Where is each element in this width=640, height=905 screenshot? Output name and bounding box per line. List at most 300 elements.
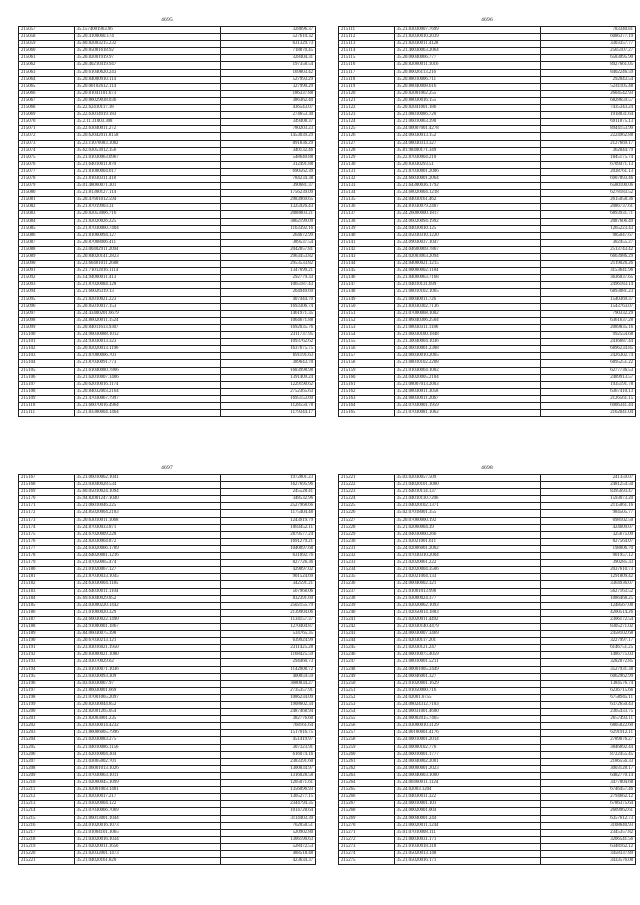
amount-cell: 984505.77 bbox=[540, 510, 635, 517]
amount-cell: 6583095.90 bbox=[540, 55, 635, 62]
row-id-cell: 215237 bbox=[339, 588, 395, 595]
code-cell: 35.24.00020001.004 bbox=[394, 808, 540, 815]
row-id-cell: 215158 bbox=[339, 360, 395, 367]
amount-cell: 2311737.95 bbox=[220, 332, 315, 339]
code-cell: 35.24.63020066.1789 bbox=[74, 545, 220, 552]
amount-cell: 2609962.61 bbox=[540, 808, 635, 815]
code-cell: 35.20.00102612.114 bbox=[74, 83, 220, 90]
code-cell: 35.21.87030033.1045 bbox=[74, 574, 220, 581]
code-cell: 35.21.06010062.1041 bbox=[74, 475, 220, 482]
amount-cell: 1908602.34 bbox=[220, 702, 315, 709]
code-cell: 35.20.00040066.777 bbox=[394, 55, 540, 62]
amount-cell: 3846892.44 bbox=[540, 744, 635, 751]
table-row bbox=[19, 496, 316, 503]
amount-cell: 790332.29 bbox=[540, 310, 635, 317]
row-id-cell: 215219 bbox=[19, 843, 75, 850]
code-cell: 35.21.81060094.127 bbox=[74, 232, 220, 239]
amount-cell: 241359.07 bbox=[540, 475, 635, 482]
row-id-cell: 215145 bbox=[339, 268, 395, 275]
code-cell: 35.21.81000004.017 bbox=[74, 168, 220, 175]
table-row bbox=[19, 531, 316, 538]
table-row bbox=[339, 730, 636, 737]
code-cell: 35.21.06013001.1044 bbox=[74, 815, 220, 822]
row-id-cell: 215094 bbox=[19, 289, 75, 296]
table-row bbox=[19, 239, 316, 246]
code-cell: 35.20.88040008.616 bbox=[394, 83, 540, 90]
table-row bbox=[339, 303, 636, 310]
row-id-cell: 215187 bbox=[19, 616, 75, 623]
amount-cell: 340132.46 bbox=[220, 147, 315, 154]
table-row bbox=[339, 175, 636, 182]
row-id-cell: 215130 bbox=[339, 161, 395, 168]
table-row bbox=[339, 737, 636, 744]
row-id-cell: 215077 bbox=[19, 168, 75, 175]
row-id-cell: 215209 bbox=[19, 772, 75, 779]
amount-cell: 2481254.50 bbox=[540, 482, 635, 489]
row-id-cell: 215154 bbox=[339, 332, 395, 339]
amount-cell: 6580100.06 bbox=[540, 183, 635, 190]
row-id-cell: 215195 bbox=[19, 673, 75, 680]
table-row bbox=[19, 489, 316, 496]
amount-cell: 6893081.23 bbox=[540, 289, 635, 296]
code-cell: 35.24.66030001.2064 bbox=[394, 175, 540, 182]
amount-cell: 2119026.26 bbox=[540, 261, 635, 268]
code-cell: 35.21.03000010.3129 bbox=[394, 723, 540, 730]
amount-cell: 3003128.17 bbox=[540, 765, 635, 772]
table-row bbox=[19, 588, 316, 595]
row-id-cell: 215210 bbox=[19, 780, 75, 787]
amount-cell: 6146751.25 bbox=[540, 645, 635, 652]
code-cell: 35.60.05010024.1094 bbox=[74, 489, 220, 496]
table-row bbox=[19, 168, 316, 175]
code-cell: 35.24.68020004.1218 bbox=[394, 190, 540, 197]
amount-cell: 327990.29 bbox=[220, 83, 315, 90]
code-cell: 35.21.00020011.1244 bbox=[394, 822, 540, 829]
table-row bbox=[339, 836, 636, 843]
table-row bbox=[339, 595, 636, 602]
code-cell: 35.81.98400171.349 bbox=[394, 147, 540, 154]
amount-cell: 691191.63 bbox=[220, 353, 315, 360]
row-id-cell: 215260 bbox=[339, 751, 395, 758]
amount-cell: 2735357.91 bbox=[220, 687, 315, 694]
code-cell: 35.20.88010006.711 bbox=[394, 76, 540, 83]
row-id-cell: 215267 bbox=[339, 801, 395, 808]
amount-cell: 294460.73 bbox=[220, 659, 315, 666]
row-id-cell: 215106 bbox=[19, 374, 75, 381]
code-cell: 35.24.05030310.1220 bbox=[394, 232, 540, 239]
table-row bbox=[19, 858, 316, 865]
table-row bbox=[19, 758, 316, 765]
table-row bbox=[19, 34, 316, 41]
code-cell: 35.24.04030161.462 bbox=[394, 197, 540, 204]
row-id-cell: 215141 bbox=[339, 239, 395, 246]
amount-cell: 1693306.74 bbox=[220, 303, 315, 310]
code-cell: 35.84.06030075.398 bbox=[74, 631, 220, 638]
code-cell: 35.21.86006005.7996 bbox=[74, 730, 220, 737]
amount-cell: 8722455.45 bbox=[540, 751, 635, 758]
table-row bbox=[339, 105, 636, 112]
table-row bbox=[339, 204, 636, 211]
data-table bbox=[338, 26, 636, 417]
row-id-cell: 215062 bbox=[19, 62, 75, 69]
row-id-cell: 215079 bbox=[19, 183, 75, 190]
code-cell: 35.21.86030001.669 bbox=[74, 687, 220, 694]
table-row bbox=[19, 90, 316, 97]
table-row bbox=[19, 836, 316, 843]
amount-cell: 386362.40 bbox=[220, 97, 315, 104]
amount-cell: 784234.38 bbox=[220, 175, 315, 182]
row-id-cell: 215155 bbox=[339, 339, 395, 346]
row-id-cell: 215083 bbox=[19, 211, 75, 218]
code-cell: 35.21.03020016.1034 bbox=[74, 836, 220, 843]
table-row bbox=[339, 560, 636, 567]
amount-cell: 3636037.65 bbox=[540, 275, 635, 282]
table-row bbox=[339, 716, 636, 723]
amount-cell: 6746457.46 bbox=[540, 787, 635, 794]
table-row bbox=[339, 381, 636, 388]
amount-cell: 783340.81 bbox=[540, 27, 635, 34]
row-id-cell: 215259 bbox=[339, 744, 395, 751]
row-id-cell: 215167 bbox=[19, 475, 75, 482]
table-row bbox=[339, 374, 636, 381]
code-cell: 35.21.64010114.137 bbox=[394, 489, 540, 496]
row-id-cell: 215098 bbox=[19, 317, 75, 324]
amount-cell: 1391409.24 bbox=[220, 374, 315, 381]
code-cell: 35.21.82003001.235 bbox=[74, 716, 220, 723]
amount-cell: 6372650.43 bbox=[540, 702, 635, 709]
table-row bbox=[19, 609, 316, 616]
amount-cell: 1305277.15 bbox=[220, 794, 315, 801]
code-cell: 35.24.08030011.3058 bbox=[394, 388, 540, 395]
code-cell: 35.21.82030011.4128 bbox=[394, 41, 540, 48]
amount-cell: 349408.37 bbox=[220, 119, 315, 126]
code-cell: 35.01.48060071.301 bbox=[74, 183, 220, 190]
row-id-cell: 215201 bbox=[19, 716, 75, 723]
row-id-cell: 215136 bbox=[339, 204, 395, 211]
code-cell: 35.21.04020101.3000 bbox=[394, 482, 540, 489]
row-id-cell: 215208 bbox=[19, 765, 75, 772]
table-row bbox=[19, 282, 316, 289]
table-row bbox=[19, 652, 316, 659]
amount-cell: 1265223.43 bbox=[540, 225, 635, 232]
table-row bbox=[19, 147, 316, 154]
code-cell: 35.21.82001003.1481 bbox=[74, 787, 220, 794]
amount-cell: 8395693.47 bbox=[540, 489, 635, 496]
code-cell: 35.21.81030311.418 bbox=[74, 175, 220, 182]
code-cell: 35.03.02030057.509 bbox=[394, 475, 540, 482]
table-row bbox=[339, 858, 636, 865]
table-row bbox=[339, 154, 636, 161]
row-id-cell: 215150 bbox=[339, 303, 395, 310]
row-id-cell: 215065 bbox=[19, 83, 75, 90]
page-1 bbox=[18, 14, 316, 417]
row-id-cell: 215216 bbox=[19, 822, 75, 829]
row-id-cell: 215122 bbox=[339, 105, 395, 112]
table-row bbox=[339, 503, 636, 510]
table-row bbox=[19, 112, 316, 119]
amount-cell: 302455.27 bbox=[540, 239, 635, 246]
table-row bbox=[19, 631, 316, 638]
amount-cell: 6911875.13 bbox=[540, 119, 635, 126]
amount-cell: 3206541.56 bbox=[540, 836, 635, 843]
table-row bbox=[339, 353, 636, 360]
code-cell: 35.20.85010017.153 bbox=[74, 303, 220, 310]
table-row bbox=[339, 346, 636, 353]
table-row bbox=[339, 680, 636, 687]
row-id-cell: 215174 bbox=[19, 524, 75, 531]
row-id-cell: 215236 bbox=[339, 581, 395, 588]
amount-cell: 2345357.82 bbox=[540, 829, 635, 836]
table-row bbox=[19, 723, 316, 730]
table-row bbox=[19, 808, 316, 815]
amount-cell: 2604542.93 bbox=[540, 90, 635, 97]
amount-cell: 548640.88 bbox=[220, 154, 315, 161]
row-id-cell: 215153 bbox=[339, 324, 395, 331]
code-cell: 35.02.07018001.355 bbox=[394, 510, 540, 517]
table-row bbox=[339, 41, 636, 48]
table-row bbox=[19, 218, 316, 225]
code-cell: 35.20.84000910.114 bbox=[74, 76, 220, 83]
code-cell: 35.20.82030044.852 bbox=[74, 702, 220, 709]
amount-cell: 429097.02 bbox=[220, 567, 315, 574]
table-row bbox=[19, 395, 316, 402]
page-3 bbox=[18, 462, 316, 865]
amount-cell: 292779.33 bbox=[220, 275, 315, 282]
amount-cell: 342591.21 bbox=[220, 581, 315, 588]
row-id-cell: 215142 bbox=[339, 246, 395, 253]
code-cell: 35.21.08030311.1186 bbox=[394, 324, 540, 331]
row-id-cell: 215243 bbox=[339, 631, 395, 638]
row-id-cell: 215190 bbox=[19, 638, 75, 645]
code-cell: 35.24.06020094.1992 bbox=[394, 218, 540, 225]
amount-cell: 6278183.52 bbox=[540, 190, 635, 197]
row-id-cell: 215151 bbox=[339, 310, 395, 317]
row-id-cell: 215078 bbox=[19, 175, 75, 182]
code-cell: 35.21.07030063.1011 bbox=[74, 772, 220, 779]
amount-cell: 827564.07 bbox=[540, 538, 635, 545]
row-id-cell: 215138 bbox=[339, 218, 395, 225]
amount-cell: 2458102.68 bbox=[540, 631, 635, 638]
code-cell: 35.21.01030071.1036 bbox=[74, 666, 220, 673]
amount-cell: 1756239.09 bbox=[220, 190, 315, 197]
row-id-cell: 215266 bbox=[339, 794, 395, 801]
code-cell: 35.22.63014919.183 bbox=[74, 112, 220, 119]
table-row bbox=[19, 567, 316, 574]
code-cell: 35.21.04030011.322 bbox=[394, 794, 540, 801]
table-row bbox=[19, 225, 316, 232]
table-row bbox=[339, 623, 636, 630]
row-id-cell: 215229 bbox=[339, 531, 395, 538]
table-row bbox=[19, 310, 316, 317]
row-id-cell: 215110 bbox=[19, 402, 75, 409]
code-cell: 35.21.04010086.1156 bbox=[74, 744, 220, 751]
row-id-cell: 215072 bbox=[19, 133, 75, 140]
table-row bbox=[339, 225, 636, 232]
code-cell: 35.21.87030091.773 bbox=[74, 360, 220, 367]
table-row bbox=[339, 567, 636, 574]
amount-cell: 6236715.66 bbox=[540, 687, 635, 694]
code-cell: 35.21.06001013.1026 bbox=[74, 765, 220, 772]
table-row bbox=[339, 588, 636, 595]
row-id-cell: 215161 bbox=[339, 381, 395, 388]
amount-cell: 436543.07 bbox=[220, 105, 315, 112]
table-row bbox=[19, 268, 316, 275]
code-cell: 35.23.83016021.1950 bbox=[74, 645, 220, 652]
table-row bbox=[19, 716, 316, 723]
amount-cell: 407444.70 bbox=[220, 296, 315, 303]
code-cell: 35.24.00046001.327 bbox=[394, 673, 540, 680]
row-id-cell: 215149 bbox=[339, 296, 395, 303]
table-row bbox=[19, 275, 316, 282]
amount-cell: 197358.54 bbox=[220, 62, 315, 69]
amount-cell: 2983969.65 bbox=[220, 197, 315, 204]
table-row bbox=[19, 794, 316, 801]
amount-cell: 2344794.35 bbox=[220, 801, 315, 808]
code-cell: 35.21.02020011.4492 bbox=[394, 616, 540, 623]
amount-cell: 520902.80 bbox=[220, 829, 315, 836]
code-cell: 35.21.06010046.225 bbox=[74, 503, 220, 510]
table-row bbox=[19, 780, 316, 787]
page-title: 4697 bbox=[161, 465, 173, 471]
row-id-cell: 215118 bbox=[339, 76, 395, 83]
amount-cell: 4200514.26 bbox=[540, 609, 635, 616]
code-cell: 35.20.88030016.155 bbox=[394, 97, 540, 104]
table-row bbox=[19, 680, 316, 687]
amount-cell: 567968.06 bbox=[220, 588, 315, 595]
table-row bbox=[339, 268, 636, 275]
code-cell: 35.24.43400201.6679 bbox=[74, 310, 220, 317]
row-id-cell: 215090 bbox=[19, 261, 75, 268]
code-cell: 35.21.07030310.2004 bbox=[394, 553, 540, 560]
code-cell: 35.21.08010102.1065 bbox=[394, 289, 540, 296]
amount-cell: 2426302.74 bbox=[540, 353, 635, 360]
code-cell: 35.24.00040003.1000 bbox=[394, 772, 540, 779]
code-cell: 35.20.81041101.673 bbox=[74, 90, 220, 97]
row-id-cell: 215204 bbox=[19, 737, 75, 744]
table-row bbox=[19, 822, 316, 829]
row-id-cell: 215245 bbox=[339, 645, 395, 652]
amount-cell: 2752365.63 bbox=[220, 388, 315, 395]
amount-cell: 2115061.16 bbox=[540, 503, 635, 510]
code-cell: 35.20.82053006.716 bbox=[74, 211, 220, 218]
amount-cell: 8944153.99 bbox=[540, 126, 635, 133]
table-row bbox=[339, 772, 636, 779]
row-id-cell: 215087 bbox=[19, 239, 75, 246]
table-row bbox=[339, 34, 636, 41]
code-cell: 35.24.00002015.7465 bbox=[394, 716, 540, 723]
amount-cell: 1935191.78 bbox=[540, 381, 635, 388]
table-row bbox=[19, 815, 316, 822]
code-cell: 35.69.63040029.852 bbox=[74, 595, 220, 602]
code-cell: 35.24.85020004.2183 bbox=[74, 510, 220, 517]
code-cell: 35.24.26000000.1817 bbox=[394, 211, 540, 218]
amount-cell: 1086234.09 bbox=[220, 694, 315, 701]
code-cell: 35.23.11070083.1082 bbox=[74, 140, 220, 147]
table-row bbox=[339, 112, 636, 119]
row-id-cell: 215242 bbox=[339, 623, 395, 630]
table-row bbox=[19, 48, 316, 55]
amount-cell: 328404.31 bbox=[220, 55, 315, 62]
row-id-cell: 215275 bbox=[339, 858, 395, 865]
row-id-cell: 215214 bbox=[19, 808, 75, 815]
code-cell: 35.22.63040011.272 bbox=[74, 126, 220, 133]
amount-cell: 2089835.16 bbox=[540, 324, 635, 331]
amount-cell: 639924.99 bbox=[220, 638, 315, 645]
row-id-cell: 215257 bbox=[339, 730, 395, 737]
code-cell: 35.21.64010011.870 bbox=[74, 161, 220, 168]
code-cell: 35.24.00010075.4059 bbox=[394, 652, 540, 659]
amount-cell: 2365433.75 bbox=[540, 709, 635, 716]
row-id-cell: 215238 bbox=[339, 595, 395, 602]
code-cell: 35.01.07010008.111 bbox=[394, 829, 540, 836]
table-row bbox=[19, 510, 316, 517]
data-table bbox=[18, 26, 316, 417]
code-cell: 35.21.05020016.171 bbox=[394, 858, 540, 865]
code-cell: 35.21.82030010.2039 bbox=[394, 34, 540, 41]
amount-cell: 1065187.43 bbox=[220, 282, 315, 289]
page-title: 4695 bbox=[161, 17, 173, 23]
row-id-cell: 215099 bbox=[19, 324, 75, 331]
amount-cell: 2086737.61 bbox=[540, 204, 635, 211]
code-cell: 35.20.82060011.1016 bbox=[394, 62, 540, 69]
row-id-cell: 215179 bbox=[19, 560, 75, 567]
row-id-cell: 215091 bbox=[19, 268, 75, 275]
row-id-cell: 215224 bbox=[339, 496, 395, 503]
code-cell: 35.24.00100001.4176 bbox=[394, 730, 540, 737]
table-row bbox=[19, 801, 316, 808]
code-cell: 35.21.07030081.1062 bbox=[394, 410, 540, 417]
table-row bbox=[339, 659, 636, 666]
row-id-cell: 215258 bbox=[339, 737, 395, 744]
table-row bbox=[19, 332, 316, 339]
row-id-cell: 215198 bbox=[19, 694, 75, 701]
amount-cell: 2224962.88 bbox=[540, 133, 635, 140]
row-id-cell: 215119 bbox=[339, 83, 395, 90]
table-row bbox=[339, 794, 636, 801]
amount-cell: 1300034.97 bbox=[220, 765, 315, 772]
code-cell: 35.21.87000006.701 bbox=[74, 353, 220, 360]
table-row bbox=[339, 531, 636, 538]
amount-cell: 616074.16 bbox=[220, 751, 315, 758]
code-cell: 35.20.80026113.216 bbox=[394, 69, 540, 76]
table-row bbox=[339, 765, 636, 772]
amount-cell: 1142008.72 bbox=[220, 666, 315, 673]
row-id-cell: 215192 bbox=[19, 652, 75, 659]
row-id-cell: 215274 bbox=[339, 850, 395, 857]
code-cell: 35.21.02020061.222 bbox=[394, 560, 540, 567]
code-cell: 35.24.00031001.4600 bbox=[394, 709, 540, 716]
amount-cell: 1972801.23 bbox=[220, 475, 315, 482]
row-id-cell: 215164 bbox=[339, 402, 395, 409]
row-id-cell: 215235 bbox=[339, 574, 395, 581]
code-cell: 35.21.30040004.1036 bbox=[394, 339, 540, 346]
amount-cell: 5627163.52 bbox=[540, 588, 635, 595]
row-id-cell: 215064 bbox=[19, 76, 75, 83]
row-id-cell: 215140 bbox=[339, 232, 395, 239]
row-id-cell: 215115 bbox=[339, 55, 395, 62]
table-row bbox=[339, 239, 636, 246]
row-id-cell: 215184 bbox=[19, 595, 75, 602]
table-row bbox=[19, 666, 316, 673]
code-cell: 35.03.03030067.97 bbox=[74, 680, 220, 687]
row-id-cell: 215221 bbox=[19, 858, 75, 865]
amount-cell: 3108640.93 bbox=[540, 822, 635, 829]
row-id-cell: 215271 bbox=[339, 829, 395, 836]
page-title: 4696 bbox=[481, 17, 493, 23]
code-cell: 35.20.63010011.1068 bbox=[74, 517, 220, 524]
amount-cell: 631329.73 bbox=[220, 41, 315, 48]
table-row bbox=[339, 496, 636, 503]
